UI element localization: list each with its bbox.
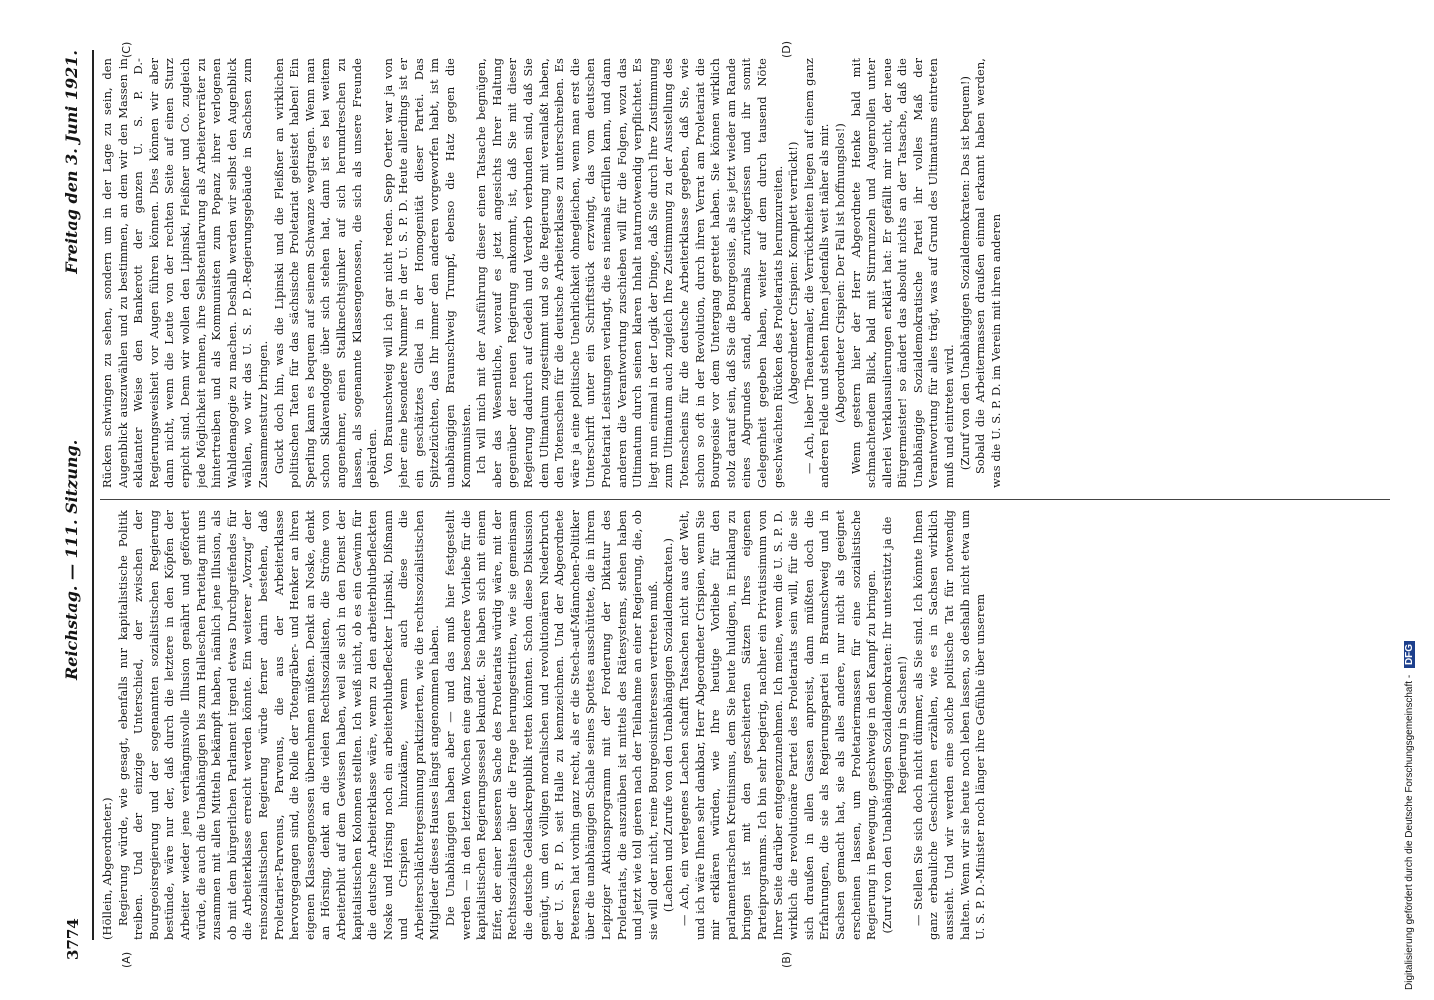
interjection: (Zuruf von den Unabhängigen Sozialdemokraten: Das ist bequem!): [957, 75, 972, 471]
digitization-credit: [1404, 641, 1415, 990]
margin-mark-d: (D): [780, 40, 793, 58]
paragraph: Rücken schwingen zu sehen, sondern um in der Lage zu sein, den Augenblick auszuwählen und zu bestimmen, an dem wir den Massen in eklatanter Weise den Bankerott der ganzen U. S. P. D.-Regierungsweisheit vor Augen führen können. Dies können wir aber dann nicht, wenn die Leute von der rechten Seite auf einen Sturz erpicht sind. Denn wir wollen den Lipinski, Fleißner und Co. zugleich jede Möglichkeit nehmen, ihre Selbstentlarvung als Arbeiterverräter zu hintertreiben und als Kommunisten zum Popanz ihrer verlogenen Wahldemagogie zu machen. Deshalb werden wir selbst den Augenblick wählen, wo wir das U. S. P. D.-Regierungsgebäude in Sachsen zum Zusammensturz bringen.: [100, 58, 270, 488]
interjection: (Lachen und Zurufe von den Unabhängigen Sozialdemokraten.): [661, 537, 676, 913]
header-rule: [92, 50, 94, 940]
left-column: [100, 510, 1390, 940]
paragraph: Die Unabhängigen haben aber — und das muß hier festgestellt werden — in den letzten Wochen eine ganz besondere Vorliebe für die kapitalistischen Regierungssessel bekundet. Sie haben sich mit einem Eifer, der einer besseren Sache des Proletariats würdig wäre, mit der Rechtssozialisten über die Frage herumgestritten, wie sie gemeinsam die deutsche Geldsackrepublik retten könnten. Schon diese Diskussion genügt, um den völligen moralischen und revolutionären Niederbruch der U. S. P. D. seit Halle zu kennzeichnen. Und der Abgeordnete Petersen hat vorhin ganz recht, als er die Stech-auf-Männchen-Politiker über die unabhängigen Schale seines Spottes ausschüttete, die in ihrem Leipziger Aktionsprogramm mit der Forderung der Diktatur des Proletariats, die auszuüben ist mittels des Rätesystems, stehen haben und jetzt wie toll gieren nach der Teilnahme an einer Regierung, die, ob sie will oder nicht, reine Bourgeoisinteressen vertreten muß.: [443, 510, 660, 940]
page-header: [60, 20, 90, 980]
dfg-logo: DFG: [1404, 641, 1415, 668]
interjection: (Abgeordneter Crispien: Der Fall ist hoffnungslos!): [832, 123, 847, 423]
credit-text: Digitalisierung gefördert durch die Deutsche Forschungsgemeinschaft -: [1404, 674, 1415, 990]
paragraph: Guckt doch hin, was die Lipinski und die Fleißner an wirklichen politischen Taten für das sächsische Proletariat geleistet haben! Ein Sperling kann es bequem auf seinem Schwanze wegtragen. Wenn man schon Sklavendogge über sich stehen hat, dann ist es bei weitem angenehmer, einen Stallknechtsjunker auf sich herumdreschen zu lassen, als sogenannte Klassengenossen, die sich als unsere Freunde gebärden.: [271, 58, 380, 488]
session-title: Reichstag. — 111. Sitzung.: [62, 439, 81, 680]
margin-mark-b: (B): [780, 951, 793, 968]
page-number: 3774: [64, 918, 82, 960]
document-page: [60, 20, 1400, 980]
interjection: (Abgeordneter Crispien: Komplett verrückt!): [786, 141, 801, 405]
margin-mark-a: (A): [120, 951, 133, 968]
digitization-sidebar: [1398, 0, 1434, 1000]
paragraph: — Stellen Sie sich doch nicht dümmer, als Sie sind. Ich könnte Ihnen ganz erbauliche Geschichten erzählen, wie es in Sachsen wirklich aussieht. Und wir werden eine solche politische Tat für notwendig halten. Wenn wir sie heute noch leben lassen, so deshalb nicht etwa um U. S. P. D.-Minister noch länger ihre Gefühle über unserem: [910, 510, 988, 940]
column-divider: [100, 499, 1390, 500]
paragraph: Von Braunschweig will ich gar nicht reden. Sepp Oerter war ja von jeher eine besondere Nummer in der U. S. P. D. Heute allerdings ist er ein geschätztes Glied in der Homogenität dieser Partei. Das Spitzelzüchten, das Ihr immer den anderen vorgeworfen habt, ist im unabhängigen Braunschweig Trumpf, ebenso die Hatz gegen die Kommunisten.: [380, 58, 473, 488]
session-date: Freitag den 3. Juni 1921.: [62, 50, 81, 274]
right-column: [100, 58, 1390, 488]
paragraph: Ich will mich mit der Ausführung dieser einen Tatsache begnügen, aber das Wesentliche, worauf es jetzt angesichts Ihrer Haltung gegenüber der neuen Regierung ankommt, ist, daß Sie mit dieser Regierung dadurch auf Gedeih und Verderb verbunden sind, daß Sie dem Ultimatum zugestimmt und so die Regierung mit veranlaßt haben, den Totenschein für die deutsche Arbeiterklasse zu unterschreiben. Es wäre ja eine politische Unehrlichkeit ohnegleichen, wenn man erst die Unterschrift unter ein Schriftstück erzwingt, das vom deutschen Proletariat Leistungen verlangt, die es niemals erfüllen kann, und dann anderen die Verantwortung zuschieben will für die Folgen, wozu das Ultimatum durch seinen klaren Inhalt naturnotwendig verpflichtet. Es liegt nun einmal in der Logik der Dinge, daß Sie durch Ihre Zustimmung zum Ultimatum auch zugleich Ihre Zustimmung zu der Ausstellung des Totenscheins für die deutsche Arbeiterklasse gegeben, daß Sie, wie schon so oft in der Revolution, durch ihren Verrat am Proletariat die Bourgeoisie vor dem Untergang gerettet haben. Sie können wirklich stolz darauf sein, daß Sie die Bourgeoisie, als sie jetzt wieder am Rande eines Abgrundes stand, abermals zurückgerissen und ihr somit Gelegenheit gegeben haben, weiter auf dem durch tausend Nöte geschwächten Rücken des Proletariats herumzureiten.: [474, 58, 785, 488]
interjection: (Zuruf von den Unabhängigen Sozialdemokraten: Ihr unterstützt ja die Regierung in Sachsen!): [879, 516, 910, 934]
paragraph: Sobald die Arbeitermassen draußen einmal erkannt haben werden, was die U. S. P. D. im Verein mit ihren anderen: [973, 58, 1003, 488]
margin-mark-c: (C): [120, 41, 133, 58]
paragraph: — Ach, ein verlegenes Lachen schafft Tatsachen nicht aus der Welt, und ich wäre Ihnen sehr dankbar, Herr Abgeordneter Crispien, wenn Sie mir erklären würden, wie Ihre heutige Vorliebe für den parlamentarischen Kretinismus, dem Sie heute huldigen, in Einklang zu bringen ist mit den gescheiterten Sätzen Ihres eigenen Parteiprogramms. Ich bin sehr begierig, nachher ein Privatissimum von Ihrer Seite darüber entgegenzunehmen. Ich meine, wenn die U. S. P. D. wirklich die revolutionäre Partei des Proletariats sein will, für die sie sich draußen in allen Gassen anpreist, dann müßten doch die Erfahrungen, die sie als Regierungspartei in Braunschweig und in Sachsen gemacht hat, sie als alles andere, nur nicht als geeignet erscheinen lassen, um Proletariermassen für eine sozialistische Regierung in Bewegung, geschweige in den Kampf zu bringen.: [676, 510, 879, 940]
speaker-line: (Höllein, Abgeordneter.): [100, 797, 114, 940]
paragraph: Wenn gestern hier der Herr Abgeordnete Henke bald mit schmachtendem Blick, bald mit Stirnrunzeln und Augenrollen unter allerlei Verklausulierungen erklärt hat: Er gefällt mir nicht, der neue Bürgermeister! so ändert das absolut nichts an der Tatsache, daß die Unabhängige Sozialdemokratische Partei ihr volles Maß der Verantwortung für alles trägt, was auf Grund des Ultimatums eintreten muß und eintreten wird.: [848, 58, 957, 488]
paragraph: — Ach, lieber Theatermaler, die Verrücktheiten liegen auf einem ganz anderen Felde und stehen Ihnen jedenfalls weit näher als mir.: [801, 58, 832, 488]
paragraph: Regierung würde, wie gesagt, ebenfalls nur kapitalistische Politik treiben. Und der einzige Unterschied, der zwischen der Bourgeoisregierung und der sogenannten sozialistischen Regierung bestünde, wäre nur der, daß durch die letztere in den Köpfen der Arbeiter wieder jene verhängnisvolle Illusion genährt und gefördert würde, die auch die Unabhängigen bis zum Halleschen Parteitag mit uns zusammen mit allen Mitteln bekämpft haben, nämlich jene Illusion, als ob mit dem bürgerlichen Parlament irgend etwas Durchgreifendes für die Arbeiterklasse erreicht werden könnte. Ein weiterer „Vorzug“ der reinsozialistischen Regierung würde ferner darin bestehen, daß Proletarier-Parvenus, Parvenus, die aus der Arbeiterklasse hervorgegangen sind, die Rolle der Totengräber- und Henker an ihren eigenen Klassengenossen übernehmen müßten. Denkt an Noske, denkt an Hörsing, denkt an die vielen Rechtssozialisten, die Ströme von Arbeiterblut auf dem Gewissen haben, weil sie sich in den Dienst der kapitalistischen Kolonnen stellten. Ich weiß nicht, ob es ein Gewinn für die deutsche Arbeiterklasse wäre, wenn zu den arbeiterblutbefleckten Noske und Hörsing noch ein arbeiterblutbefleckter Lipinski, Dißmann und Crispien hinzukäme, wenn auch diese die Arbeiterschlächtergesinnung praktizierten, wie die rechtssozialistischen Mitglieder dieses Hauses längst angenommen haben.: [115, 510, 442, 940]
